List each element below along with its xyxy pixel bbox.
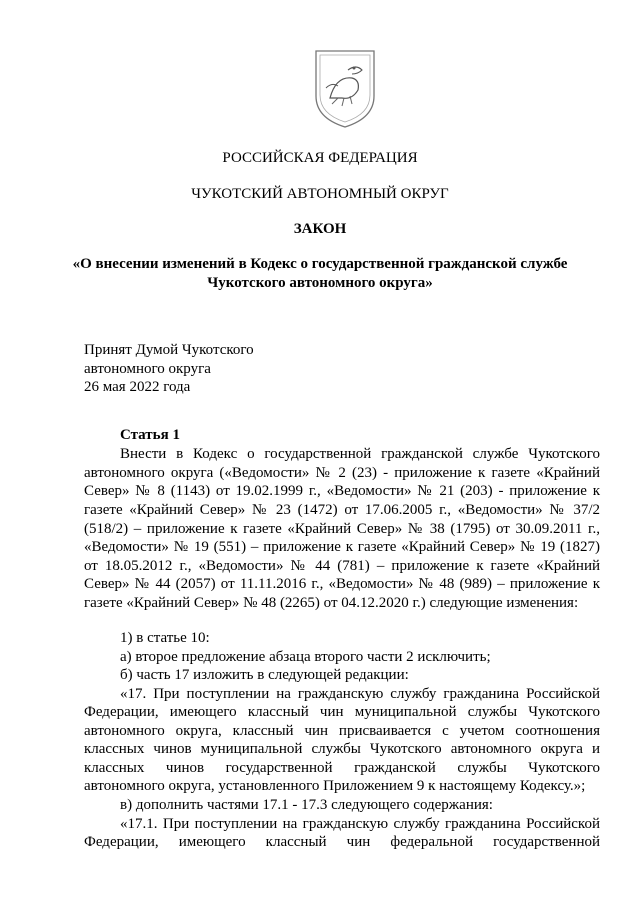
article-intro-line: газете «Крайний Север» № 23 (1472) от 17.06.2005 г., «Ведомости» № 37/2 — [84, 502, 600, 518]
header-country: РОССИЙСКАЯ ФЕДЕРАЦИЯ — [222, 150, 418, 166]
part-17-1-line: Федерации, имеющего классный чин федеральной государственной — [84, 834, 600, 850]
article-intro-line: Внести в Кодекс о государственной гражданской службе Чукотского — [120, 446, 600, 462]
law-title-line-1: «О внесении изменений в Кодекс о государственной гражданской службе — [72, 256, 568, 272]
part-17-line: автономного округа, установленного Приложением 9 к настоящему Кодексу.»; — [84, 778, 586, 794]
adoption-line-1: Принят Думой Чукотского — [84, 342, 254, 358]
part-17-line: «17. При поступлении на гражданскую службу гражданина Российской — [120, 686, 600, 702]
law-title-line-2: Чукотского автономного округа» — [207, 275, 433, 291]
adoption-line-2: автономного округа — [84, 361, 211, 377]
article-intro-line: Север» № 44 (2057) от 11.11.2016 г., «Ведомости» № 48 (989) – приложение к — [84, 576, 600, 592]
adoption-date: 26 мая 2022 года — [84, 379, 191, 395]
article-intro-line: автономного округа («Ведомости» № 2 (23) - приложение к газете «Крайний — [84, 465, 600, 481]
document-type: ЗАКОН — [293, 221, 347, 237]
article-intro-line: «Ведомости» № 19 (551) – приложение к газете «Крайний Север» № 19 (1827) — [84, 539, 600, 555]
article-heading: Статья 1 — [120, 427, 180, 443]
part-17-line: классных чинов государственной гражданской службы Чукотского — [84, 760, 600, 776]
part-17-line: Федерации, имеющего классный чин муниципальной службы Чукотского — [84, 704, 600, 720]
part-17-line: автономного округа, классный чин присваивается с учетом соотношения — [84, 723, 600, 739]
item-a: а) второе предложение абзаца второго части 2 исключить; — [120, 649, 491, 665]
article-intro-line: (518/2) – приложение к газете «Крайний Север» № 38 (1795) от 30.09.2011 г., — [84, 521, 600, 537]
item-1: 1) в статье 10: — [120, 630, 210, 646]
article-intro-line: газете «Крайний Север» № 48 (2265) от 04.12.2020 г.) следующие изменения: — [84, 595, 579, 611]
article-intro-line: Север» № 8 (1143) от 19.02.1999 г., «Ведомости» № 21 (203) - приложение к — [84, 483, 600, 499]
article-intro-line: от 18.05.2012 г., «Ведомости» № 44 (781) – приложение к газете «Крайний — [84, 558, 600, 574]
header-region: ЧУКОТСКИЙ АВТОНОМНЫЙ ОКРУГ — [191, 186, 449, 202]
part-17-line: классных чинов муниципальной службы Чукотского автономного округа и — [84, 741, 600, 757]
chukotka-coat-of-arms-icon — [312, 48, 378, 130]
part-17-1-line: «17.1. При поступлении на гражданскую службу гражданина Российской — [120, 816, 600, 832]
item-b: б) часть 17 изложить в следующей редакции: — [120, 667, 409, 683]
item-v: в) дополнить частями 17.1 - 17.3 следующего содержания: — [120, 797, 493, 813]
